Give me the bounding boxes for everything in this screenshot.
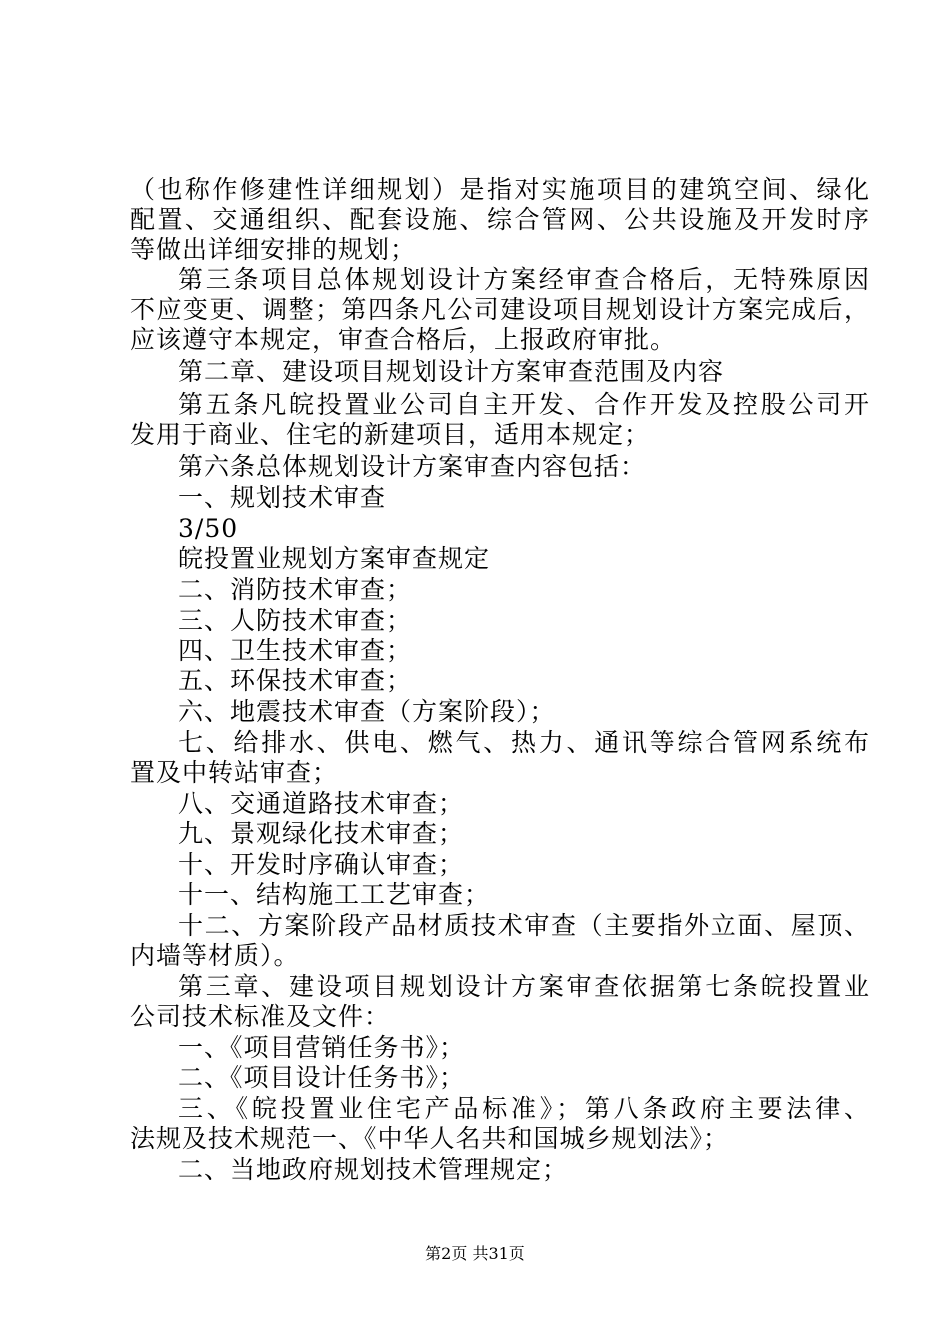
text-line: 一、规划技术审查 bbox=[178, 483, 387, 512]
text-line: 法规及技术规范一、《中华人名共和国城乡规划法》； bbox=[130, 1124, 730, 1153]
text-line: 不应变更、调整；第四条凡公司建设项目规划设计方案完成后， bbox=[130, 295, 870, 324]
document-title: 皖投置业规划方案审查规定 bbox=[178, 544, 491, 573]
list-item: 七、给排水、供电、燃气、热力、通讯等综合管网系统布 bbox=[178, 728, 870, 757]
list-item: 八、交通道路技术审查； bbox=[178, 789, 465, 818]
page-marker: 3/50 bbox=[178, 514, 239, 543]
text-line: 内墙等材质）。 bbox=[130, 941, 300, 970]
list-item: 一、《项目营销任务书》； bbox=[178, 1033, 466, 1062]
text-line: 置及中转站审查； bbox=[130, 758, 339, 787]
list-item: 六、地震技术审查（方案阶段）； bbox=[178, 697, 556, 726]
list-item: 二、《项目设计任务书》； bbox=[178, 1063, 466, 1092]
list-item: 四、卫生技术审查； bbox=[178, 636, 413, 665]
list-item: 十、开发时序确认审查； bbox=[178, 850, 465, 879]
text-line: 第六条总体规划设计方案审查内容包括： bbox=[178, 452, 647, 481]
text-line: 公司技术标准及文件： bbox=[130, 1002, 391, 1031]
list-item: 二、消防技术审查； bbox=[178, 575, 413, 604]
page-footer: 第2页 共31页 bbox=[425, 1244, 525, 1263]
list-item: 五、环保技术审查； bbox=[178, 666, 413, 695]
list-item: 十一、结构施工工艺审查； bbox=[178, 880, 491, 909]
text-line: 等做出详细安排的规划； bbox=[130, 235, 417, 264]
text-line: 第五条凡皖投置业公司自主开发、合作开发及控股公司开 bbox=[178, 390, 870, 419]
chapter-heading: 第二章、建设项目规划设计方案审查范围及内容 bbox=[178, 357, 725, 386]
list-item: 三、《皖投置业住宅产品标准》；第八条政府主要法律、 bbox=[178, 1094, 870, 1123]
list-item: 十二、方案阶段产品材质技术审查（主要指外立面、屋顶、 bbox=[178, 911, 870, 940]
list-item: 三、人防技术审查； bbox=[178, 606, 413, 635]
text-line: （也称作修建性详细规划）是指对实施项目的建筑空间、绿化 bbox=[130, 175, 870, 204]
text-line: 发用于商业、住宅的新建项目，适用本规定； bbox=[130, 420, 651, 449]
list-item: 九、景观绿化技术审查； bbox=[178, 819, 465, 848]
text-line: 配置、交通组织、配套设施、综合管网、公共设施及开发时序 bbox=[130, 205, 870, 234]
chapter-heading: 第三章、建设项目规划设计方案审查依据第七条皖投置业 bbox=[178, 972, 870, 1001]
text-line: 应该遵守本规定，审查合格后，上报政府审批。 bbox=[130, 325, 677, 354]
text-line: 第三条项目总体规划设计方案经审查合格后，无特殊原因 bbox=[178, 265, 870, 294]
list-item: 二、当地政府规划技术管理规定； bbox=[178, 1155, 569, 1184]
